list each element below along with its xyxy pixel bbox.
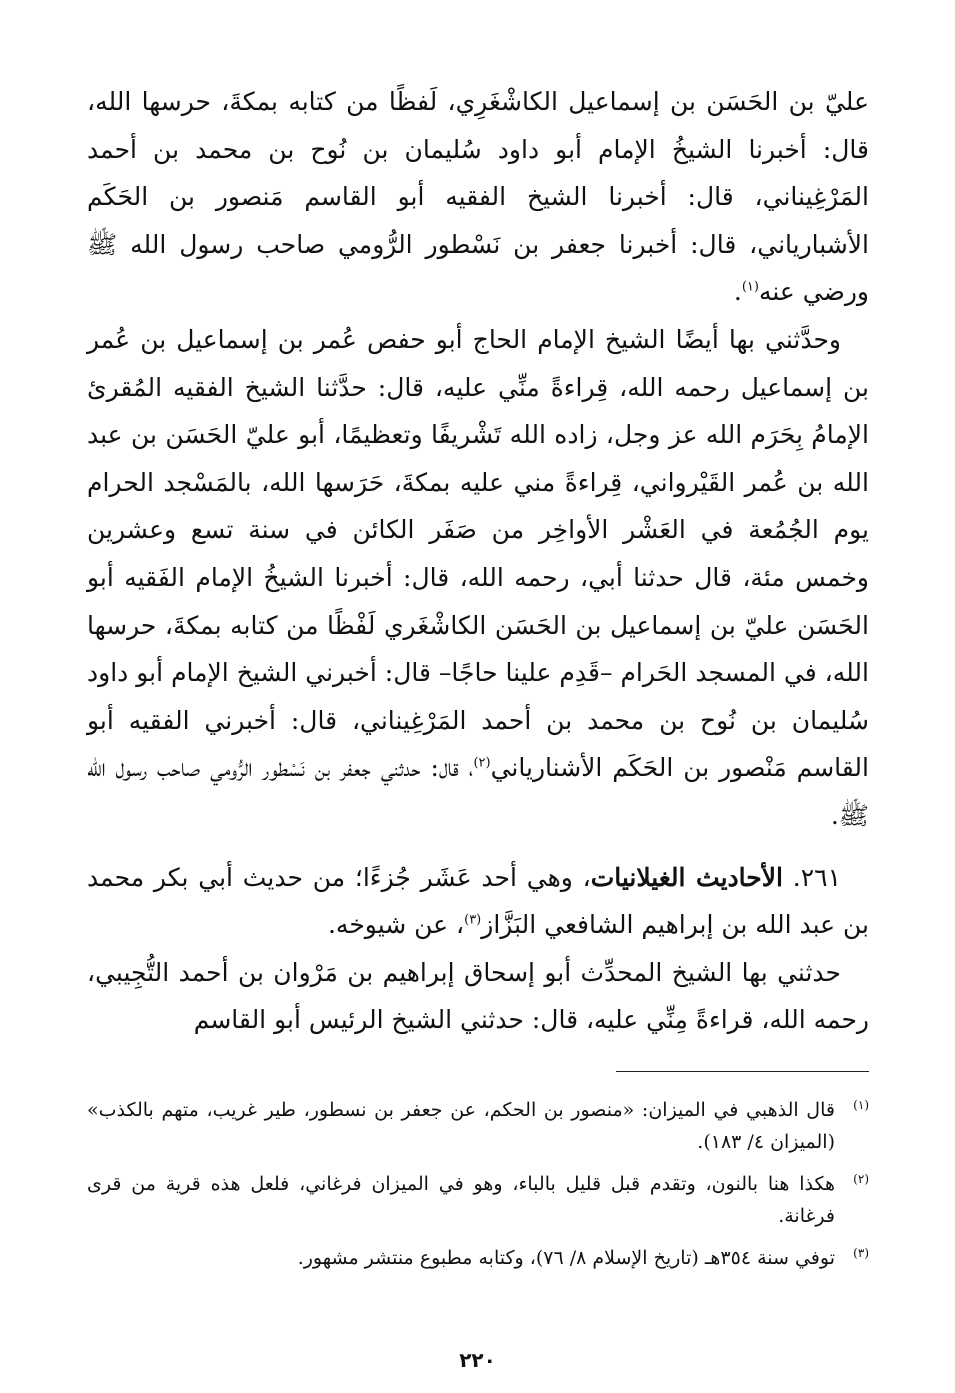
footnote-text: هكذا هنا بالنون، وتقدم قبل قليل بالباء، وهو في الميزان فرغاني، فلعل هذه قرية من قرى فرغانة. <box>87 1173 835 1227</box>
entry-description: ، وهي أحد عَشَر جُزءًا؛ من حديث أبي بكر محمد بن عبد الله بن إبراهيم الشافعي البَزَّاز <box>87 862 869 940</box>
entry-end: ، عن شيوخه. <box>327 910 465 940</box>
entry-261 <box>87 854 869 949</box>
paragraph-isnad-1-end: . <box>733 277 742 307</box>
footnote-separator <box>616 1071 869 1072</box>
footnote-reference-2: (٢) <box>473 755 491 771</box>
paragraph-isnad-3: حدثني بها الشيخ المحدِّث أبو إسحاق إبراهيم بن مَرْوان بن أحمد التُّجِيبي، رحمه الله، قراءةً مِنِّي عليه، قال: حدثني الشيخ الرئيس أبو القاسم <box>87 957 869 1035</box>
footnotes-section <box>87 1094 869 1284</box>
footnote-3 <box>87 1242 869 1274</box>
footnote-number: (٣) <box>853 1246 869 1260</box>
footnote-text: قال الذهبي في الميزان: «منصور بن الحكم، عن جعفر بن نسطور، طير غريب، متهم بالكذب» (الميزان ٤/ ١٨٣). <box>87 1099 835 1153</box>
entry-number: ٢٦١. <box>792 862 842 892</box>
footnote-text: توفي سنة ٣٥٤هـ (تاريخ الإسلام ٨/ ٧٦)، وكتابه مطبوع منتشر مشهور. <box>297 1247 835 1269</box>
paragraph-isnad-2-end: ، قال: حدثني جعفر بن نَسْطور الرُّومي صاحب رسول الله ﷺ. <box>87 753 869 830</box>
footnote-1 <box>87 1094 869 1158</box>
page-number: ٢٢٠ <box>459 1348 496 1372</box>
footnote-number: (٢) <box>853 1172 869 1186</box>
paragraph-isnad-1-text: عليّ بن الحَسَن بن إسماعيل الكاشْغَرِي، لَفظًا من كتابه بمكةَ، حرسها الله، قال: أخبرنا الشيخُ الإمام أبو داود سُليمان بن نُوح بن محمد بن أحمد المَرْغِيناني، قال: أخبرنا الشيخ الفقيه أبو القاسم مَنصور بن الحَكَم الأشباریاني، قال: أخبرنا جعفر بن نَسْطور الرُّومي صاحب رسول الله ﷺ ورضي عنه <box>87 87 869 307</box>
footnote-reference-3: (٣) <box>464 912 482 928</box>
entry-title: الأحاديث الغيلانيات <box>590 862 783 892</box>
footnote-2 <box>87 1168 869 1232</box>
footnote-number: (١) <box>853 1098 869 1112</box>
paragraph-isnad-2-text: وحدَّثني بها أيضًا الشيخ الإمام الحاج أبو حفص عُمر بن إسماعيل بن عُمر بن إسماعيل رحمه الله، قِراءةً منِّي عليه، قال: حدَّثنا الشيخ الفقيه المُقرئ الإمامُ بِحَرَم الله عز وجل، زاده الله تَشْريفًا وتعظيمًا، أبو عليّ الحَسَن بن عبد الله بن عُمر القَيْرواني، قِراءةً مني عليه بمكةَ، حَرَسها الله، بالمَسْجد الحرام يوم الجُمُعة في العَشْر الأواخِر من صَفَر الكائن في سنة تسع وعشرين وخمس مئة، قال حدثنا أبي، رحمه الله، قال: أخبرنا الشيخُ الإمام الفَقيه أبو الحَسَن عليّ بن إسماعيل بن الحَسَن الكاشْغَري لَفْظًا من كتابه بمكةَ، حرسها الله، في المسجد الحَرام –قَدِم علينا حاجًا– قال: أخبرني الشيخ الإمام أبو داود سُليمان بن نُوح بن محمد بن أحمد المَرْغِيناني، قال: أخبرني الفقيه أبو القاسم مَنْصور بن الحَكَم الأشناریاني <box>87 324 869 783</box>
paragraph-isnad-1 <box>87 78 869 316</box>
paragraph-isnad-2 <box>87 316 869 840</box>
footnote-reference-1: (١) <box>741 280 759 296</box>
main-text-body <box>87 78 869 1044</box>
